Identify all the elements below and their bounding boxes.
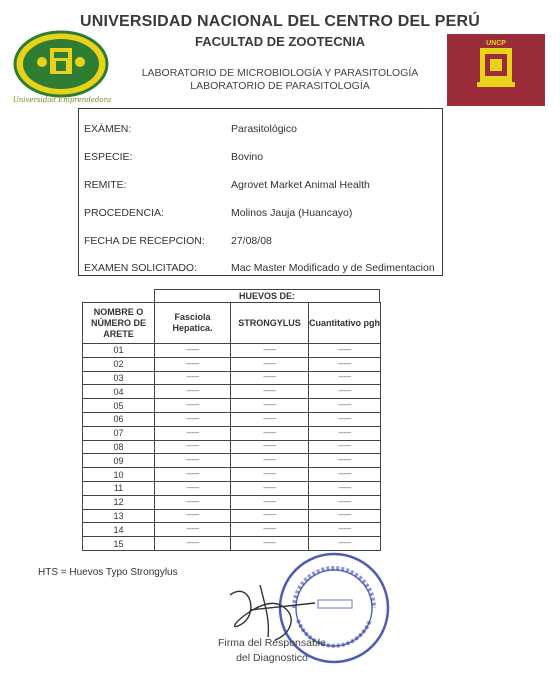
table-cell-dash: -------: [308, 522, 381, 537]
table-row-id: 06: [82, 412, 155, 427]
info-label: REMITE:: [84, 179, 127, 191]
column-header-fasciola: Fasciola Hepatica.: [154, 302, 231, 344]
table-cell-dash: -------: [308, 536, 381, 551]
info-label: EXAMEN SOLICITADO:: [84, 262, 197, 274]
column-header-id: NOMBRE O NÚMERO DE ARETE: [82, 302, 155, 344]
table-row-id: 05: [82, 398, 155, 413]
table-cell-dash: -------: [154, 440, 231, 455]
info-value: Parasitológico: [231, 123, 297, 135]
table-cell-dash: -------: [230, 522, 309, 537]
signature-label-line1: Firma del Responsable: [218, 637, 326, 649]
table-cell-dash: -------: [308, 371, 381, 386]
table-cell-dash: -------: [230, 371, 309, 386]
lab-title-2: LABORATORIO DE PARASITOLOGÍA: [190, 80, 370, 92]
table-cell-dash: -------: [308, 412, 381, 427]
column-header-strongylus: STRONGYLUS: [230, 302, 309, 344]
hts-note: HTS = Huevos Typo Strongylus: [38, 567, 178, 578]
info-value: 27/08/08: [231, 235, 272, 247]
table-cell-dash: -------: [308, 343, 381, 358]
table-cell-dash: -------: [308, 481, 381, 496]
table-cell-dash: -------: [154, 536, 231, 551]
table-row-id: 09: [82, 453, 155, 468]
table-cell-dash: -------: [230, 467, 309, 482]
table-row-id: 10: [82, 467, 155, 482]
table-row-id: 11: [82, 481, 155, 496]
table-cell-dash: -------: [230, 453, 309, 468]
info-row-species: [79, 151, 442, 171]
table-cell-dash: -------: [308, 453, 381, 468]
table-cell-dash: -------: [308, 467, 381, 482]
table-row-id: 02: [82, 357, 155, 372]
signature-label-line2: del Diagnostico: [236, 652, 308, 664]
table-cell-dash: -------: [308, 509, 381, 524]
info-row-exam: [79, 123, 442, 143]
info-value: Molinos Jauja (Huancayo): [231, 207, 353, 219]
table-row-id: 01: [82, 343, 155, 358]
info-value: Mac Master Modificado y de Sedimentacion: [231, 262, 435, 274]
table-cell-dash: -------: [308, 440, 381, 455]
table-cell-dash: -------: [154, 522, 231, 537]
university-title: UNIVERSIDAD NACIONAL DEL CENTRO DEL PERÚ: [79, 13, 481, 30]
table-row-id: 08: [82, 440, 155, 455]
info-value: Agrovet Market Animal Health: [231, 179, 370, 191]
table-cell-dash: -------: [230, 481, 309, 496]
table-cell-dash: -------: [230, 495, 309, 510]
table-cell-dash: -------: [154, 426, 231, 441]
table-cell-dash: -------: [230, 426, 309, 441]
table-cell-dash: -------: [308, 398, 381, 413]
info-row-requested: [79, 262, 442, 282]
table-cell-dash: -------: [308, 495, 381, 510]
table-cell-dash: -------: [154, 509, 231, 524]
table-cell-dash: -------: [230, 343, 309, 358]
table-cell-dash: -------: [230, 509, 309, 524]
sample-info-box: [78, 108, 443, 276]
table-cell-dash: -------: [154, 412, 231, 427]
info-label: FECHA DE RECEPCION:: [84, 235, 205, 247]
table-row-id: 14: [82, 522, 155, 537]
table-cell-dash: -------: [154, 495, 231, 510]
table-cell-dash: -------: [230, 440, 309, 455]
table-cell-dash: -------: [154, 357, 231, 372]
table-cell-dash: -------: [308, 384, 381, 399]
table-cell-dash: -------: [154, 467, 231, 482]
info-value: Bovino: [231, 151, 264, 163]
info-row-date: [79, 235, 442, 255]
column-header-quantitative: Cuantitativo pgh: [308, 302, 381, 344]
table-cell-dash: -------: [308, 426, 381, 441]
table-row-id: 03: [82, 371, 155, 386]
table-cell-dash: -------: [154, 384, 231, 399]
table-cell-dash: -------: [154, 481, 231, 496]
info-row-origin: [79, 207, 442, 227]
table-row-id: 07: [82, 426, 155, 441]
table-row-id: 13: [82, 509, 155, 524]
lab-title-1: LABORATORIO DE MICROBIOLOGÍA Y PARASITOLOGÍA: [141, 67, 419, 79]
table-row-id: 12: [82, 495, 155, 510]
info-label: ESPECIE:: [84, 151, 133, 163]
table-cell-dash: -------: [154, 453, 231, 468]
table-cell-dash: -------: [154, 398, 231, 413]
info-label: PROCEDENCIA:: [84, 207, 164, 219]
signature: [220, 575, 340, 645]
table-cell-dash: -------: [230, 412, 309, 427]
table-cell-dash: -------: [154, 371, 231, 386]
table-cell-dash: -------: [230, 398, 309, 413]
logo-tagline: Universidad Emprendedora: [12, 96, 112, 104]
table-cell-dash: -------: [230, 384, 309, 399]
faculty-title: FACULTAD DE ZOOTECNIA: [195, 34, 365, 49]
table-row-id: 04: [82, 384, 155, 399]
info-row-sender: [79, 179, 442, 199]
table-cell-dash: -------: [308, 357, 381, 372]
table-row-id: 15: [82, 536, 155, 551]
info-label: EXÁMEN:: [84, 123, 132, 135]
logo-right-text: UNCP: [486, 40, 506, 47]
table-cell-dash: -------: [230, 357, 309, 372]
table-cell-dash: -------: [154, 343, 231, 358]
group-header: HUEVOS DE:: [154, 289, 380, 303]
table-cell-dash: -------: [230, 536, 309, 551]
